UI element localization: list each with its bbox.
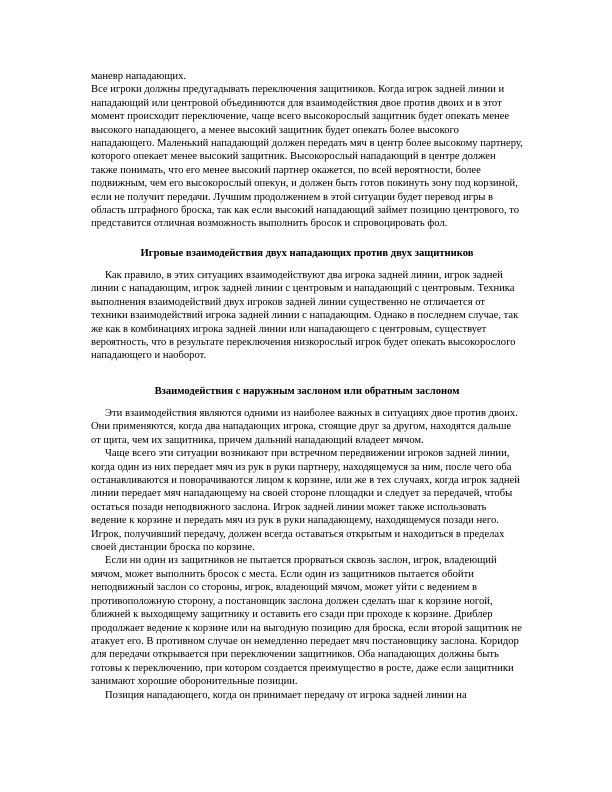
paragraph: маневр нападающих. bbox=[91, 71, 187, 82]
paragraph: Чаще всего эти ситуации возникают при встречном передвижении игроков задней линии, когда один из них передает мяч из рук в руки партнеру, находящемуся за ним, после чего оба останавливаются и поворачиваются лицом к корзине, или же в тех случаях, когда игрок задней линии передает мяч нападающему на своей стороне площадки и следует за передачей, чтобы остаться позади неподвижного заслона. Игрок задней линии может также использовать ведение к корзине и передать мяч из рук в руки нападающему, находящемуся позади него. Игрок, получивший передачу, должен всегда оставаться открытым и находиться в пределах своей дистанции броска по корзине. bbox=[91, 448, 520, 554]
paragraph: Как правило, в этих ситуациях взаимодействуют два игрока задней линии, игрок задней линии с нападающим, игрок задней линии с центровым и нападающий с центровым. Техника выполнения взаимодействий двух игроков задней линии существенно не отличается от техники взаимодействий игрока задней линии с нападающим. Однако в последнем случае, так же как в комбинациях игрока задней линии или нападающего с центровым, существует вероятность, что в результате переключения низкорослый игрок будет опекать высокорослого нападающего и наоборот. bbox=[91, 270, 519, 362]
paragraph: Эти взаимодействия являются одними из наиболее важных в ситуациях двое против двоих. Они применяются, когда два нападающих игрока, стоящие друг за другом, находятся дальше от щита, чем их защитника, причем дальний нападающий владеет мячом. bbox=[91, 408, 518, 446]
section-2 bbox=[91, 269, 523, 363]
section-1 bbox=[91, 70, 523, 231]
paragraph: Позиция нападающего, когда он принимает передачу от игрока задней линии на bbox=[105, 689, 467, 701]
paragraph: Все игроки должны предугадывать переключения защитников. Когда игрок задней линии и нападающий или центровой объединяются для взаимодействия двое против двоих и в этот момент происходит переключение, чаще всего высокорослый защитник будет опекать менее высокого нападающего, а менее высокий защитник будет опекать более высокого нападающего. Маленький нападающий должен передать мяч в центр более высокому партнеру, которого опекает менее высокий защитник. Высокорослый нападающий в центре должен также понимать, что его менее высокий партнер окажется, по всей вероятности, более подвижным, чем его высокорослый опекун, и должен быть готов покинуть зону под корзиной, если не получит передачи. Лучшим продолжением в этой ситуации будет перевод игры в область штрафного броска, так как если высокий нападающий займет позицию центрового, то представится отличная возможность выполнить бросок и спровоцировать фол. bbox=[91, 84, 523, 230]
paragraph: Если ни один из защитников не пытается прорваться сквозь заслон, игрок, владеющий мячом, может выполнить бросок с места. Если один из защитников пытается обойти неподвижный заслон со стороны, игрок, владеющий мячом, может уйти с ведением в противоположную сторону, а постановщик заслона должен сделать шаг к корзине ногой, ближней к выходящему защитнику и оставить его сзади при проходе к корзине. Дриблер продолжает ведение к корзине или на выгодную позицию для броска, если второй защитник не атакует его. В противном случае он немедленно передает мяч постановщику заслона. Коридор для передачи открывается при переключении защитников. Оба нападающих должны быть готовы к переключению, при котором создается преимущество в росте, даже если защитники занимают хорошие оборонительные позиции. bbox=[91, 555, 522, 688]
section-heading: Игровые взаимодействия двух нападающих против двух защитников bbox=[140, 248, 474, 259]
section-3 bbox=[91, 407, 523, 702]
section-heading: Взаимодействия с наружным заслоном или обратным заслоном bbox=[154, 386, 460, 397]
